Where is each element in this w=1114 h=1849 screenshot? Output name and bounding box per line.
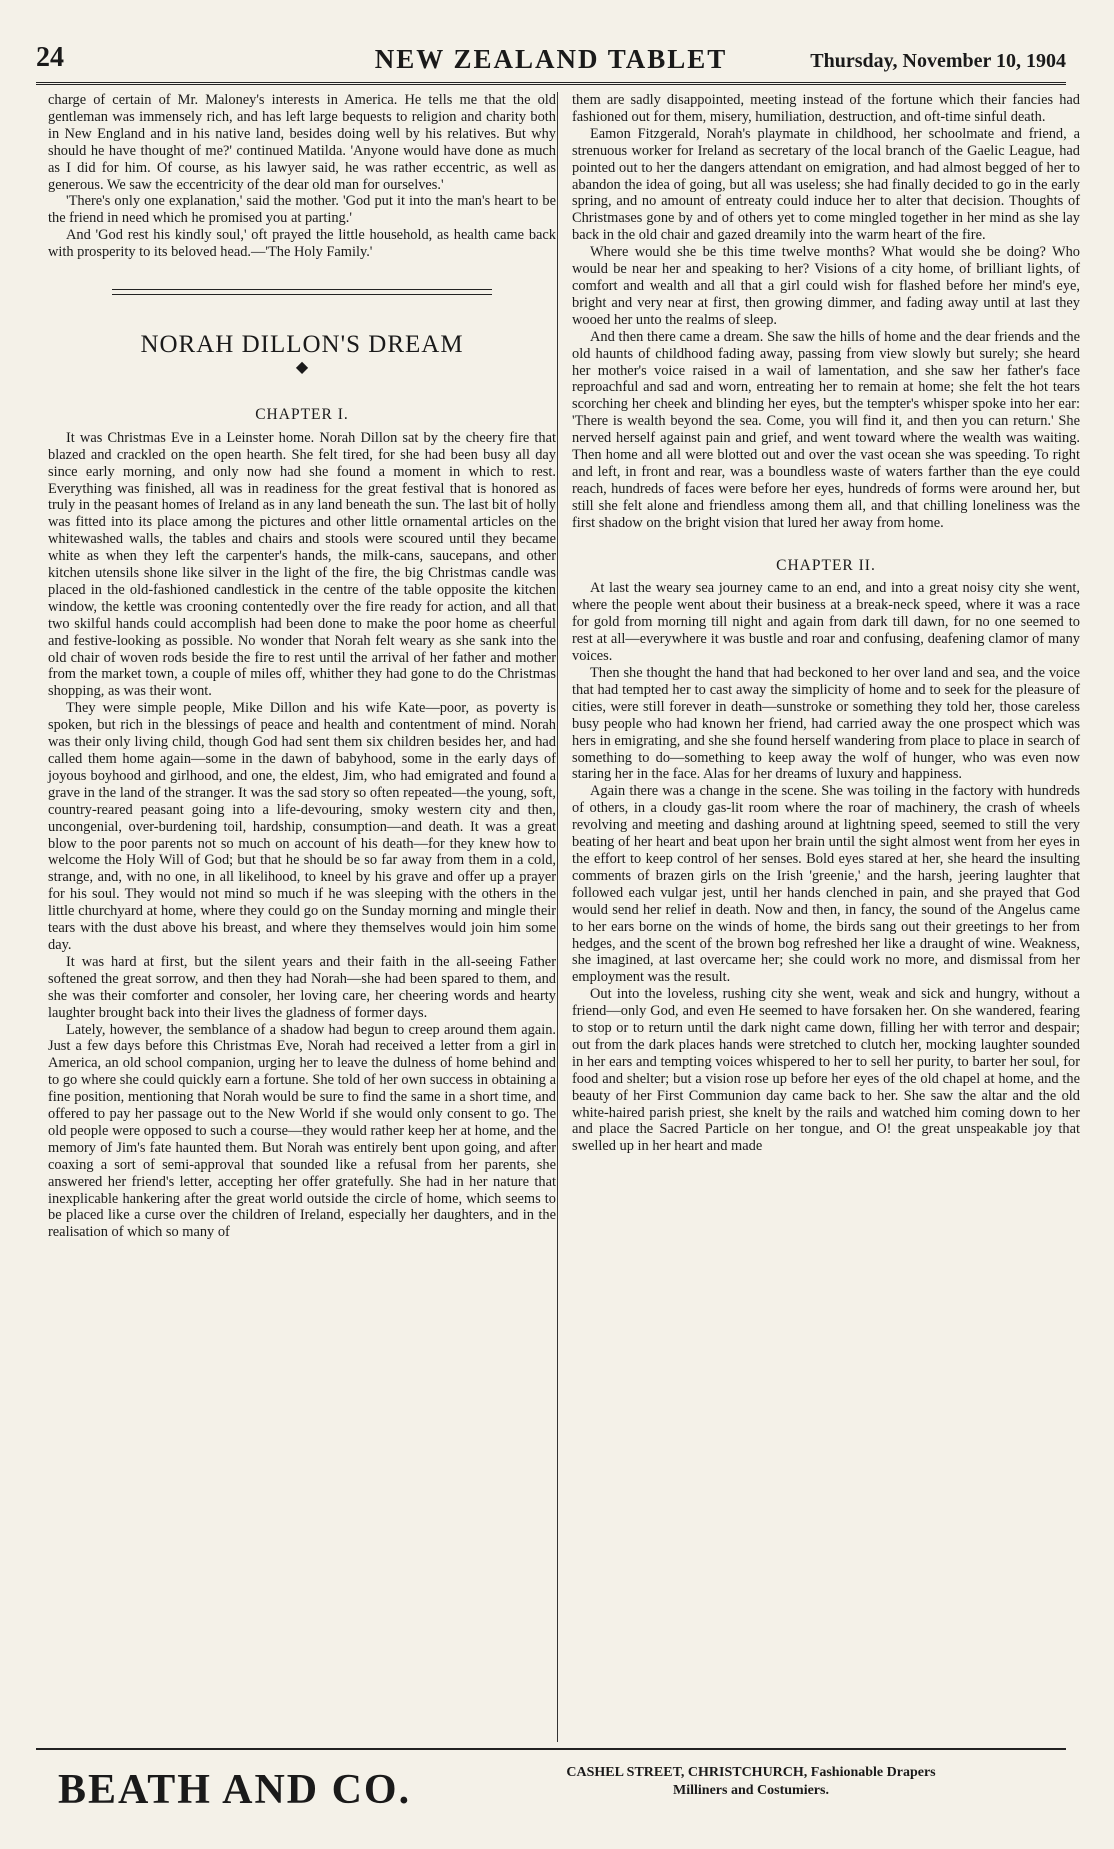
- advertiser-address: [491, 1764, 1011, 1800]
- story-paragraph: And then there came a dream. She saw the hills of home and the dear friends and the old haunts of childhood fading away, passing from view slowly but surely; she heard her mother's voice raised in a wail of lamentation, and she saw her father's face reproachful and sad and worn, entreating her to remain at home; she felt the hot tears scorching her cheek and blinding her eyes, but the tempter's whisper spoke into her ear: 'There is wealth beyond the sea. Come, you will find it, and then you can return.' She nerved herself against pain and grief, and went toward where the wealth was waiting. Then home and all were blotted out and over the vast ocean she was speeding. To right and left, in front and rear, was a boundless waste of waters farther than the eye could reach, hundreds of faces were before her eyes, hundreds of forms were around her, but still she felt alone and friendless among them all, and that chilling loneliness was the first shadow on the bright vision that lured her away from home.: [572, 328, 1080, 531]
- story-paragraph: Then she thought the hand that had beckoned to her over land and sea, and the voice that had tempted her to cast away the simplicity of home and to seek for the pleasure of cities, were still forever in death—sunstroke or something they told her, those careless busy people who had known her friend, had carried away the one prospect which was hers in emigrating, and she she found herself wandering from place to place in search of something to do—something to keep away the wolf of hunger, who was even now staring her in the face. Alas for her dreams of luxury and happiness.: [572, 665, 1080, 783]
- address-line: CASHEL STREET, CHRISTCHURCH, Fashionable Drapers: [566, 1765, 936, 1780]
- advertisement-footer: [36, 1756, 1066, 1826]
- chapter-heading: CHAPTER II.: [776, 556, 876, 574]
- story-paragraph: Where would she be this time twelve months? What would she be doing? Who would be near her and speaking to her? Visions of a city home, of brilliant lights, of comfort and wealth and all that a girl could wish for flashed before her mind's eye, bright and very near at first, then growing dimmer, and fading away until at last they wooed her unto the realms of sleep.: [572, 244, 1080, 328]
- story-paragraph: It was Christmas Eve in a Leinster home. Norah Dillon sat by the cheery fire that blazed and crackled on the open hearth. She felt tired, for she had been busy all day since early morning, and only now had she found a moment in which to rest. Everything was finished, all was in readiness for the great festival that is honored as truly in the peasant homes of Ireland as in any land beneath the sun. The last bit of holly was fitted into its place among the pictures and other little ornamental articles on the whitewashed walls, the tables and chairs and stools were scoured until they became white as when they left the carpenter's hands, the milk-cans, saucepans, and other kitchen utensils shone like silver in the light of the fire, the big Christmas candle was placed in the old-fashioned candlestick in the centre of the table opposite the kitchen window, the kettle was crooning contentedly over the fire ready for action, and all that two skilful hands could accomplish had been done to make the poor home as cheerful and festive-looking as possible. No wonder that Norah felt weary as she sank into the old chair of woven rods beside the fire to rest until the arrival of her father and mother from the market town, a couple of miles off, whither they had gone to do the Christmas shopping, as was their wont.: [48, 429, 556, 700]
- story-paragraph: Out into the loveless, rushing city she went, weak and sick and hungry, without a friend—only God, and even He seemed to have forsaken her. On she wandered, fearing to stop or to return until the dark night came down, filling her with terror and despair; out from the dark places hands were stretched to clutch her, mocking laughter sounded in her ears and tempting voices whispered to her to sell her purity, to barter her soul, for food and shelter; but a vision rose up before her eyes of the old chapel at home, and the beauty of her First Communion day came back to her. She saw the altar and the old white-haired parish priest, she knelt by the rails and watched him coming down to her and place the Sacred Particle on her tongue, and O! the great unspeakable joy that swelled up in her heart and made: [572, 986, 1080, 1155]
- right-column: [572, 92, 1080, 1155]
- story-paragraph: At last the weary sea journey came to an end, and into a great noisy city she went, where the people went about their business at a break-neck speed, where it was a race for gold from morning till night and again from dark till dawn, for no one seemed to rest at all—everywhere it was bustle and roar and confusing, deafening clamor of many voices.: [572, 580, 1080, 665]
- story-paragraph: them are sadly disappointed, meeting instead of the fortune which their fancies had fashioned out for them, misery, humiliation, destruction, and oft-time sinful death.: [572, 92, 1080, 125]
- address-line: Milliners and Costumiers.: [673, 1783, 829, 1798]
- paper-title: NEW ZEALAND TABLET: [374, 44, 728, 74]
- left-column: [48, 92, 556, 1241]
- chapter-heading: CHAPTER I.: [255, 405, 349, 423]
- article-paragraph: And 'God rest his kindly soul,' oft prayed the little household, as health came back with prosperity to its beloved head.—'The Holy Family.': [48, 227, 556, 261]
- page-header: [36, 42, 1066, 78]
- advertiser-name: BEATH AND CO.: [58, 1767, 412, 1813]
- story-paragraph: They were simple people, Mike Dillon and his wife Kate—poor, as poverty is spoken, but rich in the blessings of peace and health and contentment of mind. Norah was their only living child, though God had sent them six children besides her, and had called them home again—some in the dawn of babyhood, some in the early days of joyous boyhood and girlhood, and one, the eldest, Jim, who had emigrated and found a grave in the land of the stranger. It was the sad story so often repeated—the young, soft, country-reared peasant going into a life-devouring, smoky western city and then, uncongenial, over-burdening toil, hardship, consumption—and death. It was a great blow to the poor parents not so much on account of his death—for they knew how to welcome the Holy Will of God; but that he should be so far away from them in a cold, strange, and, with no one, in all likelihood, to kneel by his grave and offer up a prayer for his soul. They would not mind so much if he was sleeping with the others in the little churchyard at home, where they could go on the Sunday morning and mingle their tears with the dust above his breast, and where they themselves would join him some day.: [48, 700, 556, 953]
- story-paragraph: Again there was a change in the scene. She was toiling in the factory with hundreds of others, in a cloudy gas-lit room where the roar of machinery, the crash of wheels revolving and meeting and dashing around at lightning speed, seemed to still the very beating of her heart and beat upon her brain until the sight almost went from her eyes in the effort to keep control of her senses. Bold eyes stared at her, she heard the insulting comments of brazen girls on the Irish 'greenie,' and the harsh, jeering laughter that followed each vulgar jest, until her hands clenched in pain, and she prayed that God would send her relief in death. Now and then, in fancy, the sound of the Angelus came to her ears borne on the winds of home, the birds sang out their greetings to her from hedges, and the scent of the brown bog refreshed her like a draught of wine. Weakness, she imagined, at last overcame her; she could work no more, and dismissal from her employment was the result.: [572, 783, 1080, 986]
- story-paragraph: Lately, however, the semblance of a shadow had begun to creep around them again. Just a few days before this Christmas Eve, Norah had received a letter from a girl in America, an old school companion, urging her to leave the dulness of home behind and to go where she could quickly earn a fortune. She told of her own success in obtaining a fine position, mentioning that Norah would be sure to find the same in a short time, and offered to pay her passage out to the New World if she would only consent to go. The old people were opposed to such a course—they would rather keep her at home, and the memory of Jim's fate haunted them. But Norah was entirely bent upon going, and after coaxing a sort of semi-approval that sounded like a refusal from her parents, she answered her friend's letter, accepting her offer gratefully. She had in her nature that inexplicable hankering after the great world outside the circle of home, which seems to be placed like a curse over the children of Ireland, especially her daughters, and in the realisation of which so many of: [48, 1021, 556, 1241]
- header-rule: [36, 82, 1066, 85]
- article-paragraph: 'There's only one explanation,' said the mother. 'God put it into the man's heart to be the friend in need which he promised you at parting.': [48, 193, 556, 227]
- issue-date: Thursday, November 10, 1904: [810, 50, 1066, 72]
- story-title: NORAH DILLON'S DREAM: [140, 331, 464, 359]
- diamond-ornament-icon: ◆: [295, 358, 309, 376]
- column-divider: [557, 92, 558, 1742]
- article-paragraph: charge of certain of Mr. Maloney's interests in America. He tells me that the old gentleman was immensely rich, and has left large bequests to religion and charity both in New England and in his native land, besides doing well by his relatives. But why should he have thought of me?' continued Matilda. 'Anyone would have done as much as I did for him. Of course, as his lawyer said, he was rather eccentric, as well as generous. We saw the eccentricity of the dear old man for ourselves.': [48, 92, 556, 193]
- page-number: 24: [36, 42, 64, 73]
- story-separator: [112, 289, 492, 295]
- story-paragraph: Eamon Fitzgerald, Norah's playmate in childhood, her schoolmate and friend, a strenuous worker for Ireland as secretary of the local branch of the Gaelic League, had pointed out to her the dangers attendant on emigration, and had almost begged of her to abandon the idea of going, but all was useless; she had finally decided to go in the early spring, and no amount of entreaty could induce her to alter that decision. Thoughts of Christmases gone by and of others yet to come mingled together in her mind as she lay back in the old chair and gazed dreamily into the warm heart of the fire.: [572, 125, 1080, 244]
- story-paragraph: It was hard at first, but the silent years and their faith in the all-seeing Father softened the great sorrow, and then they had Norah—she had been spared to them, and she was their comforter and consoler, her loving care, her cheering words and hearty laughter brought back into their lives the gladness of former days.: [48, 953, 556, 1021]
- footer-rule: [36, 1748, 1066, 1750]
